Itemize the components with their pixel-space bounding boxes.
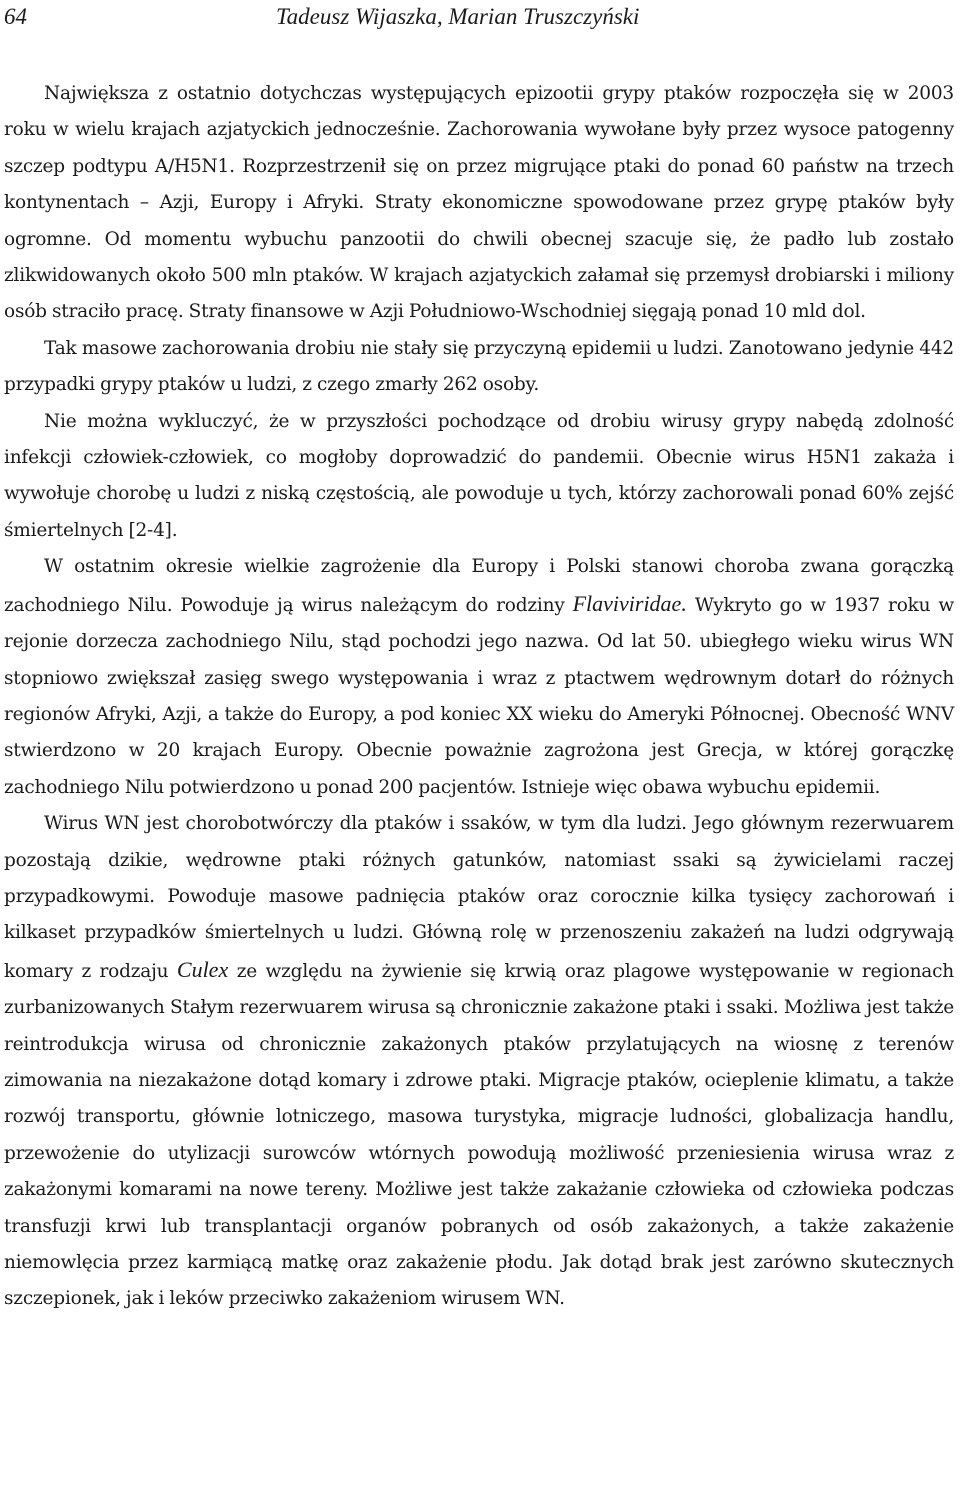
paragraph-2: Tak masowe zachorowania drobiu nie stały się przyczyną epidemii u ludzi. Zanotowano jedynie 442 przypadki grypy ptaków u ludzi, z czego zmarły 262 osoby. — [4, 337, 954, 396]
paragraph-4-text-before: W ostatnim okresie wielkie zagrożenie dla Europy i Polski stanowi choroba zwana gorączką zachodniego Nilu. Powoduje ją wirus należącym do rodziny — [4, 556, 954, 616]
paragraph-3: Nie można wykluczyć, że w przyszłości pochodzące od drobiu wirusy grypy nabędą zdolność infekcji człowiek-człowiek, co mogłoby doprowadzić do pandemii. Obecnie wirus H5N1 zakaża i wywołuje chorobę u ludzi z niską częstością, ale powoduje u tych, którzy zachorowali ponad 60% zejść śmiertelnych [2-4]. — [4, 410, 954, 541]
page-number: 64 — [4, 4, 27, 29]
paragraph-1: Największa z ostatnio dotychczas występujących epizootii grypy ptaków rozpoczęła się w 2003 roku w wielu krajach azjatyckich jednocześnie. Zachorowania wywołane były przez wysoce patogenny szczep podtypu A/H5N1. Rozprzestrzenił się on przez migrujące ptaki do ponad 60 państw na trzech kontynentach – Azji, Europy i Afryki. Straty ekonomiczne spowodowane przez grypę ptaków były ogromne. Od momentu wybuchu panzootii do chwili obecnej szacuje się, że padło lub zostało zlikwidowanych około 500 mln ptaków. W krajach azjatyckich załamał się przemysł drobiarski i miliony osób straciło pracę. Straty finansowe w Azji Południowo-Wschodniej sięgają ponad 10 mld dol. — [4, 83, 954, 323]
body-text — [4, 76, 954, 1318]
paragraph-5-text-before: Wirus WN jest chorobotwórczy dla ptaków i ssaków, w tym dla ludzi. Jego głównym rezerwuarem pozostają dzikie, wędrowne ptaki różnych gatunków, natomiast ssaki są żywicielami raczej przypadkowymi. Powoduje masowe padnięcia ptaków oraz corocznie kilka tysięcy zachorowań i kilkaset przypadków śmiertelnych u ludzi. Główną rolę w przenoszeniu zakażeń na ludzi odgrywają komary z rodzaju — [4, 813, 954, 982]
family-name-italic: Flaviviridae. — [572, 590, 687, 616]
paragraph-4-text-after: Wykryto go w 1937 roku w rejonie dorzecza zachodniego Nilu, stąd pochodzi jego nazwa. Od lat 50. ubiegłego wieku wirus WN stopniowo zwiększał zasięg swego występowania i wraz z ptactwem wędrownym dotarł do różnych regionów Afryki, Azji, a także do Europy, a pod koniec XX wieku do Ameryki Północnej. Obecność WNV stwierdzono w 20 krajach Europy. Obecnie poważnie zagrożona jest Grecja, w której gorączkę zachodniego Nilu potwierdzono u ponad 200 pacjentów. Istnieje więc obawa wybuchu epidemii. — [4, 594, 954, 798]
paragraph-5-text-after: ze względu na żywienie się krwią oraz plagowe występowanie w regionach zurbanizowanych Stałym rezerwuarem wirusa są chronicznie zakażone ptaki i ssaki. Możliwa jest także reintrodukcja wirusa od chronicznie zakażonych ptaków przylatujących na wiosnę z terenów zimowania na niezakażone dotąd komary i zdrowe ptaki. Migracje ptaków, ocieplenie klimatu, a także rozwój transportu, głównie lotniczego, masowa turystyka, migracje ludności, globalizacja handlu, przewożenie do utylizacji surowców wtórnych powodują możliwość przeniesienia wirusa wraz z zakażonymi komarami na nowe tereny. Możliwe jest także zakażanie człowieka od człowieka podczas transfuzji krwi lub transplantacji organów pobranych od osób zakażonych, a także zakażenie niemowlęcia przez karmiącą matkę oraz zakażenie płodu. Jak dotąd brak jest zarówno skutecznych szczepionek, jak i leków przeciwko zakażeniom wirusem WN. — [4, 960, 954, 1310]
running-header — [4, 2, 954, 32]
paragraph-4 — [4, 549, 954, 806]
header-authors: Tadeusz Wijaszka, Marian Truszczyński — [276, 4, 640, 29]
paragraph-5 — [4, 806, 954, 1318]
genus-name-italic: Culex — [176, 956, 229, 982]
